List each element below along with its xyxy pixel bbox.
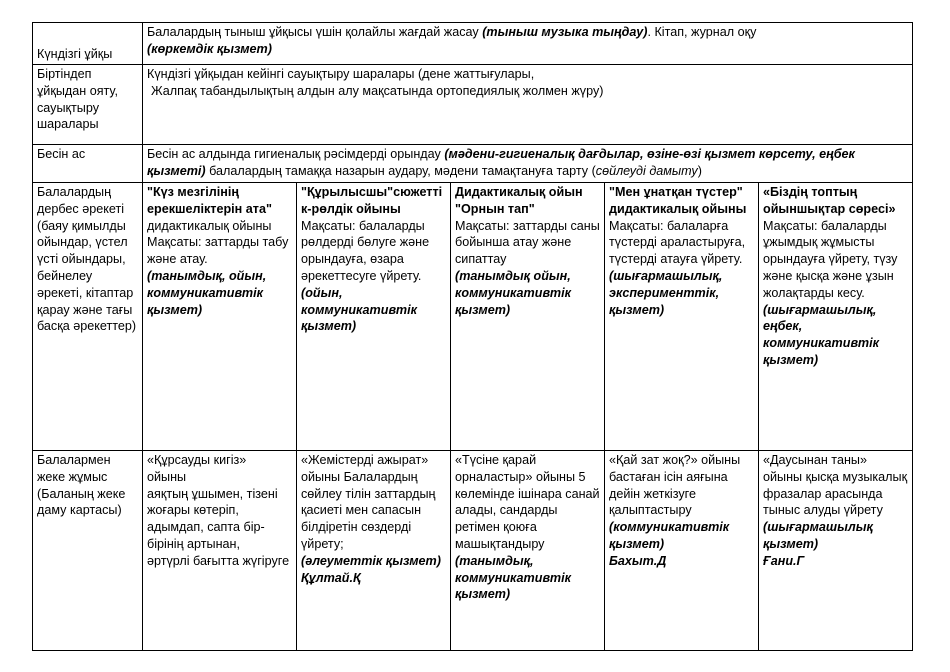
individual-line: әртүрлі бағытта жүгіруге xyxy=(147,553,290,568)
row-label-individual xyxy=(33,451,143,651)
snack-text-3: ) xyxy=(697,163,702,178)
wake-line-1: Күндізгі ұйқыдан кейінгі сауықтыру шаралары (дене жаттығулары, xyxy=(147,67,535,81)
row-activity xyxy=(33,183,913,451)
individual-cell-1 xyxy=(143,451,297,651)
activity-subtitle: дидактикалық ойыны xyxy=(147,218,272,233)
individual-tag: (танымдық, коммуникативтік қызмет) xyxy=(455,553,571,602)
row-label-activity xyxy=(33,183,143,451)
nap-tag-2: (көркемдік қызмет) xyxy=(147,41,272,56)
wake-line-2: Жалпақ табандылықтың алдын алу мақсатында ортопедиялық жолмен жүру) xyxy=(151,83,604,98)
label-text: Күндізгі ұйқы xyxy=(37,47,113,62)
activity-text: Мақсаты: заттарды саны бойынша атау және сипаттау xyxy=(455,218,600,267)
individual-cell-3 xyxy=(451,451,605,651)
activity-cell-4 xyxy=(605,183,759,451)
individual-tag: (әлеуметтік қызмет) xyxy=(301,553,441,568)
row-individual xyxy=(33,451,913,651)
snack-text-2: балалардың тамаққа назарын аудару, мәдени тамақтануға тарту ( xyxy=(205,163,596,178)
activity-title: "Күз мезгілінің ерекшеліктерін ата" xyxy=(147,185,272,216)
row-label-snack xyxy=(33,145,143,183)
activity-cell-3 xyxy=(451,183,605,451)
nap-text-2: . Кітап, журнал оқу xyxy=(647,25,757,39)
nap-content xyxy=(143,23,913,65)
snack-text-1: Бесін ас алдында гигиеналық рәсімдерді орындау xyxy=(147,147,445,161)
activity-tag: (танымдық ойын, коммуникативтік қызмет) xyxy=(455,268,571,317)
individual-tag: (коммуникативтік қызмет) xyxy=(609,520,730,551)
activity-cell-1 xyxy=(143,183,297,451)
nap-text-1: Балалардың тыныш ұйқысы үшін қолайлы жағдай жасау xyxy=(147,25,483,39)
individual-line: аяқтың ұшымен, тізені жоғары көтеріп, адымдап, сапта бір-бірінің артынан, xyxy=(147,486,278,551)
individual-cell-4 xyxy=(605,451,759,651)
individual-text: «Жемістерді ажырат» ойыны Балалардың сөйлеу тілін заттардың қасиеті мен сапасын білдіретін сөздерді үйрету; xyxy=(301,453,436,551)
individual-text: «Түсіне қарай орналастыр» ойыны 5 көлемінде ішінара санай алады, сандарды ретімен қоюға машықтандыру xyxy=(455,453,600,551)
snack-tag: (мәдени-гигиеналық дағдылар, өзіне-өзі қызмет көрсету, еңбек қызметі) xyxy=(147,147,855,178)
child-name: Ғани.Г xyxy=(763,553,805,568)
schedule-table xyxy=(32,22,913,651)
individual-cell-2 xyxy=(297,451,451,651)
child-name: Құлтай.Қ xyxy=(301,570,361,585)
activity-title: "Құрылысшы"сюжеттік-рөлдік ойыны xyxy=(301,185,443,216)
activity-title: Дидактикалық ойын "Орнын тап" xyxy=(455,185,583,216)
nap-tag-1: (тыныш музыка тыңдау) xyxy=(482,25,648,39)
wake-content xyxy=(143,65,913,145)
individual-text: «Қай зат жоқ?» ойыны бастаған ісін аяғына дейін жеткізуге қалыптастыру xyxy=(609,453,741,518)
row-wake xyxy=(33,65,913,145)
individual-line: «Құрсауды кигіз» xyxy=(147,453,247,467)
row-label-wake xyxy=(33,65,143,145)
activity-title: "Мен ұнатқан түстер" дидактикалық ойыны xyxy=(609,185,747,216)
row-nap xyxy=(33,23,913,65)
row-snack xyxy=(33,145,913,183)
label-text: Балалардың дербес әрекеті (баяу қимылды ойындар, үстел үсті ойындары, бейнелеу әрекеті, кітаптар қарау және тағы басқа әрекеттер) xyxy=(37,185,137,334)
activity-tag: (шығармашылық, еңбек, коммуникативтік қызмет) xyxy=(763,302,879,367)
label-text: Біртіндеп ұйқыдан ояту, сауықтыру шаралары xyxy=(37,67,118,132)
individual-cell-5 xyxy=(759,451,913,651)
activity-text: Мақсаты: балаларға түстерді араластыруға, түстерді атауға үйрету. xyxy=(609,218,746,267)
row-label-nap xyxy=(33,23,143,65)
activity-cell-2 xyxy=(297,183,451,451)
activity-tag: (шығармашылық, эксперименттік, қызмет) xyxy=(609,268,723,317)
activity-cell-5 xyxy=(759,183,913,451)
snack-italic: сөйлеуді дамыту xyxy=(595,163,698,178)
activity-text: Мақсаты: балаларды рөлдерді бөлуге және орындауға, өзара әрекеттесуге үйрету. xyxy=(301,218,430,283)
activity-tag: (танымдық, ойын, коммуникативтік қызмет) xyxy=(147,268,267,317)
snack-content xyxy=(143,145,913,183)
activity-tag: (ойын, коммуникативтік қызмет) xyxy=(301,285,417,334)
activity-title: «Біздің топтың ойыншықтар сөресі» xyxy=(763,185,896,216)
label-text: Балалармен жеке жұмыс (Баланың жеке даму картасы) xyxy=(37,453,126,518)
activity-text: Мақсаты: заттарды табу және атау. xyxy=(147,235,289,267)
individual-line: ойыны xyxy=(147,469,187,484)
individual-text: «Даусынан таны» ойыны қысқа музыкалық фразалар арасында тыныс алуды үйрету xyxy=(763,453,908,518)
label-text: Бесін ас xyxy=(37,147,86,161)
individual-tag: (шығармашылық қызмет) xyxy=(763,520,873,551)
child-name: Бахыт.Д xyxy=(609,553,667,568)
activity-text: Мақсаты: балаларды ұжымдық жұмысты орындауға үйрету, түзу және қысқа және ұзын жолақтарды кесу. xyxy=(763,218,898,300)
